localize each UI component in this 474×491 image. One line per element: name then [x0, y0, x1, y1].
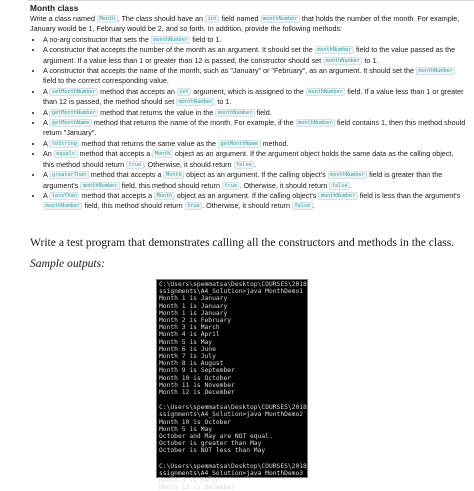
- inline-code: setMonthNumber: [49, 88, 98, 96]
- console-output-demo2: C:\Users\spemmatsa\Desktop\COURSES\2018 ssignments\A4_Solution>java MonthDemo2 Month 10 is October Month 5 is May October and May are NOT equal. October is greater than May October is NOT less than May: [159, 404, 307, 455]
- list-item-text: field to 1.: [190, 34, 222, 44]
- inline-code: lessThan: [49, 192, 79, 200]
- inline-code: Month: [152, 150, 173, 158]
- inline-code: false: [329, 182, 350, 190]
- list-item-text: . Otherwise, it should return: [143, 159, 234, 169]
- list-item-text: A: [43, 118, 50, 128]
- code-int: int: [205, 15, 219, 23]
- inline-code: monthNumber: [315, 46, 354, 54]
- list-item-text: object as an argument. If the calling object's: [174, 190, 319, 200]
- method-list: [30, 35, 466, 212]
- list-item-text: method that accepts a: [77, 149, 153, 159]
- list-item: [43, 139, 466, 149]
- task-statement: Write a test program that demonstrates calling all the constructors and methods in the class.: [30, 236, 455, 249]
- list-item-text: .: [349, 180, 352, 190]
- console-output-demo3: C:\Users\spemmatsa\Desktop\COURSES\2018 ssignments\A4_Solution>java MonthDemo3 Month 3 is March Month 12 is December: [159, 462, 307, 491]
- list-item: [43, 66, 466, 87]
- inline-code: monthNumber: [323, 57, 362, 65]
- list-item-text: A: [43, 138, 50, 148]
- list-item-text: field. If a value less than 1 or greater than 12 is passed, the method should set: [43, 86, 464, 107]
- list-item-text: A: [43, 107, 50, 117]
- console-window: [156, 279, 308, 491]
- list-item-text: method that accepts a: [79, 190, 155, 200]
- inline-code: monthNumber: [43, 202, 82, 210]
- list-item-text: field to the correct corresponding value.: [43, 76, 169, 86]
- list-item-text: field is less than the argument's: [357, 190, 461, 200]
- list-item: [43, 170, 466, 191]
- list-item-text: . Otherwise, it should return: [202, 201, 293, 211]
- list-item-text: field is greater than the argument's: [43, 170, 443, 190]
- inline-code: getMonthName: [218, 140, 260, 148]
- inline-code: getMonthName: [49, 119, 91, 127]
- list-item-text: object as an argument. If the argument object holds the same data as the calling object, this method should return: [43, 149, 454, 169]
- code-monthnumber: monthNumber: [261, 15, 300, 23]
- inline-code: true: [126, 161, 144, 169]
- inline-code: monthNumber: [151, 36, 190, 44]
- list-item: [43, 45, 466, 66]
- list-item-text: A: [43, 86, 50, 96]
- list-item-text: An: [43, 149, 54, 159]
- list-item-text: method that returns the same value as the: [79, 138, 219, 148]
- list-item-text: to 1.: [215, 97, 232, 107]
- intro-paragraph: Write a class named Month . The class should have an int field named monthNumber that holds the number of the month. For example, January would be 1, February would be 2, and so forth. In addition, provide the following methods:: [30, 14, 460, 34]
- inline-code: Month: [154, 192, 175, 200]
- list-item-text: field to the value passed as the argument. If a value less than 1 or greater than 12 is passed, the constructor should set: [43, 45, 456, 65]
- list-item: [43, 35, 466, 45]
- inline-code: monthNumber: [416, 67, 455, 75]
- list-item-text: field, this method should return: [119, 180, 222, 190]
- list-item-text: method that returns the name of the month. For example, if the: [91, 118, 296, 128]
- top-divider: [28, 0, 474, 1]
- list-item-text: object as an argument. If the calling object's: [184, 170, 328, 180]
- list-item-text: . Otherwise, it should return: [239, 180, 330, 190]
- list-item-text: A: [43, 170, 50, 180]
- list-item-text: A constructor that accepts the number of the month as an argument. It should set the: [43, 45, 315, 55]
- inline-code: false: [234, 161, 255, 169]
- list-item: [43, 108, 466, 118]
- inline-code: false: [292, 202, 313, 210]
- list-item-text: field.: [254, 107, 272, 117]
- list-item-text: field contains 1, then this method should return "January".: [43, 118, 466, 138]
- list-item-text: field, this method should return: [82, 201, 185, 211]
- list-item: [43, 87, 466, 108]
- inline-code: monthNumber: [306, 88, 345, 96]
- list-item-text: method that accepts an: [98, 86, 177, 96]
- inline-code: true: [222, 182, 240, 190]
- code-month: Month: [97, 15, 118, 23]
- assignment-spec: [30, 3, 466, 212]
- inline-code: toString: [49, 140, 79, 148]
- list-item-text: argument, which is assigned to the: [191, 86, 306, 96]
- inline-code: monthNumber: [318, 192, 357, 200]
- inline-code: greaterThan: [49, 171, 88, 179]
- list-item-text: method that accepts a: [88, 170, 164, 180]
- inline-code: monthNumber: [215, 109, 254, 117]
- list-item: [43, 118, 466, 139]
- inline-code: getMonthNumber: [49, 109, 98, 117]
- list-item-text: .: [254, 159, 257, 169]
- console-gap: [157, 455, 307, 462]
- inline-code: int: [177, 88, 191, 96]
- inline-code: monthNumber: [328, 171, 367, 179]
- inline-code: true: [185, 202, 203, 210]
- inline-code: monthNumber: [80, 182, 119, 190]
- list-item-text: method that returns the value in the: [98, 107, 216, 117]
- list-item-text: A: [43, 190, 50, 200]
- inline-code: monthNumber: [176, 98, 215, 106]
- console-output-demo1: C:\Users\spemmatsa\Desktop\COURSES\2018 ssignments\A4_Solution>java MonthDemo1 Month 1 is January Month 1 is January Month 1 is January Month 2 is February Month 3 is March Month 4 is April Month 5 is May Month 6 is June Month 7 is July Month 8 is August Month 9 is September Month 10 is October Month 11 is November Month 12 is December: [159, 281, 307, 397]
- sample-heading: Sample outputs:: [30, 257, 106, 270]
- inline-code: equals: [54, 150, 78, 158]
- section-title: Month class: [30, 3, 79, 13]
- list-item: [43, 149, 466, 170]
- list-item-text: A no-arg constructor that sets the: [43, 34, 151, 44]
- list-item-text: A constructor that accepts the name of the month, such as "January" or "February", as an argument. It should set the: [43, 66, 416, 76]
- list-item-text: method.: [260, 138, 289, 148]
- console-gap: [157, 396, 307, 403]
- list-item-text: .: [312, 201, 315, 211]
- inline-code: Month: [163, 171, 184, 179]
- list-item-text: to 1.: [362, 55, 379, 65]
- inline-code: monthNumber: [296, 119, 335, 127]
- list-item: [43, 191, 466, 212]
